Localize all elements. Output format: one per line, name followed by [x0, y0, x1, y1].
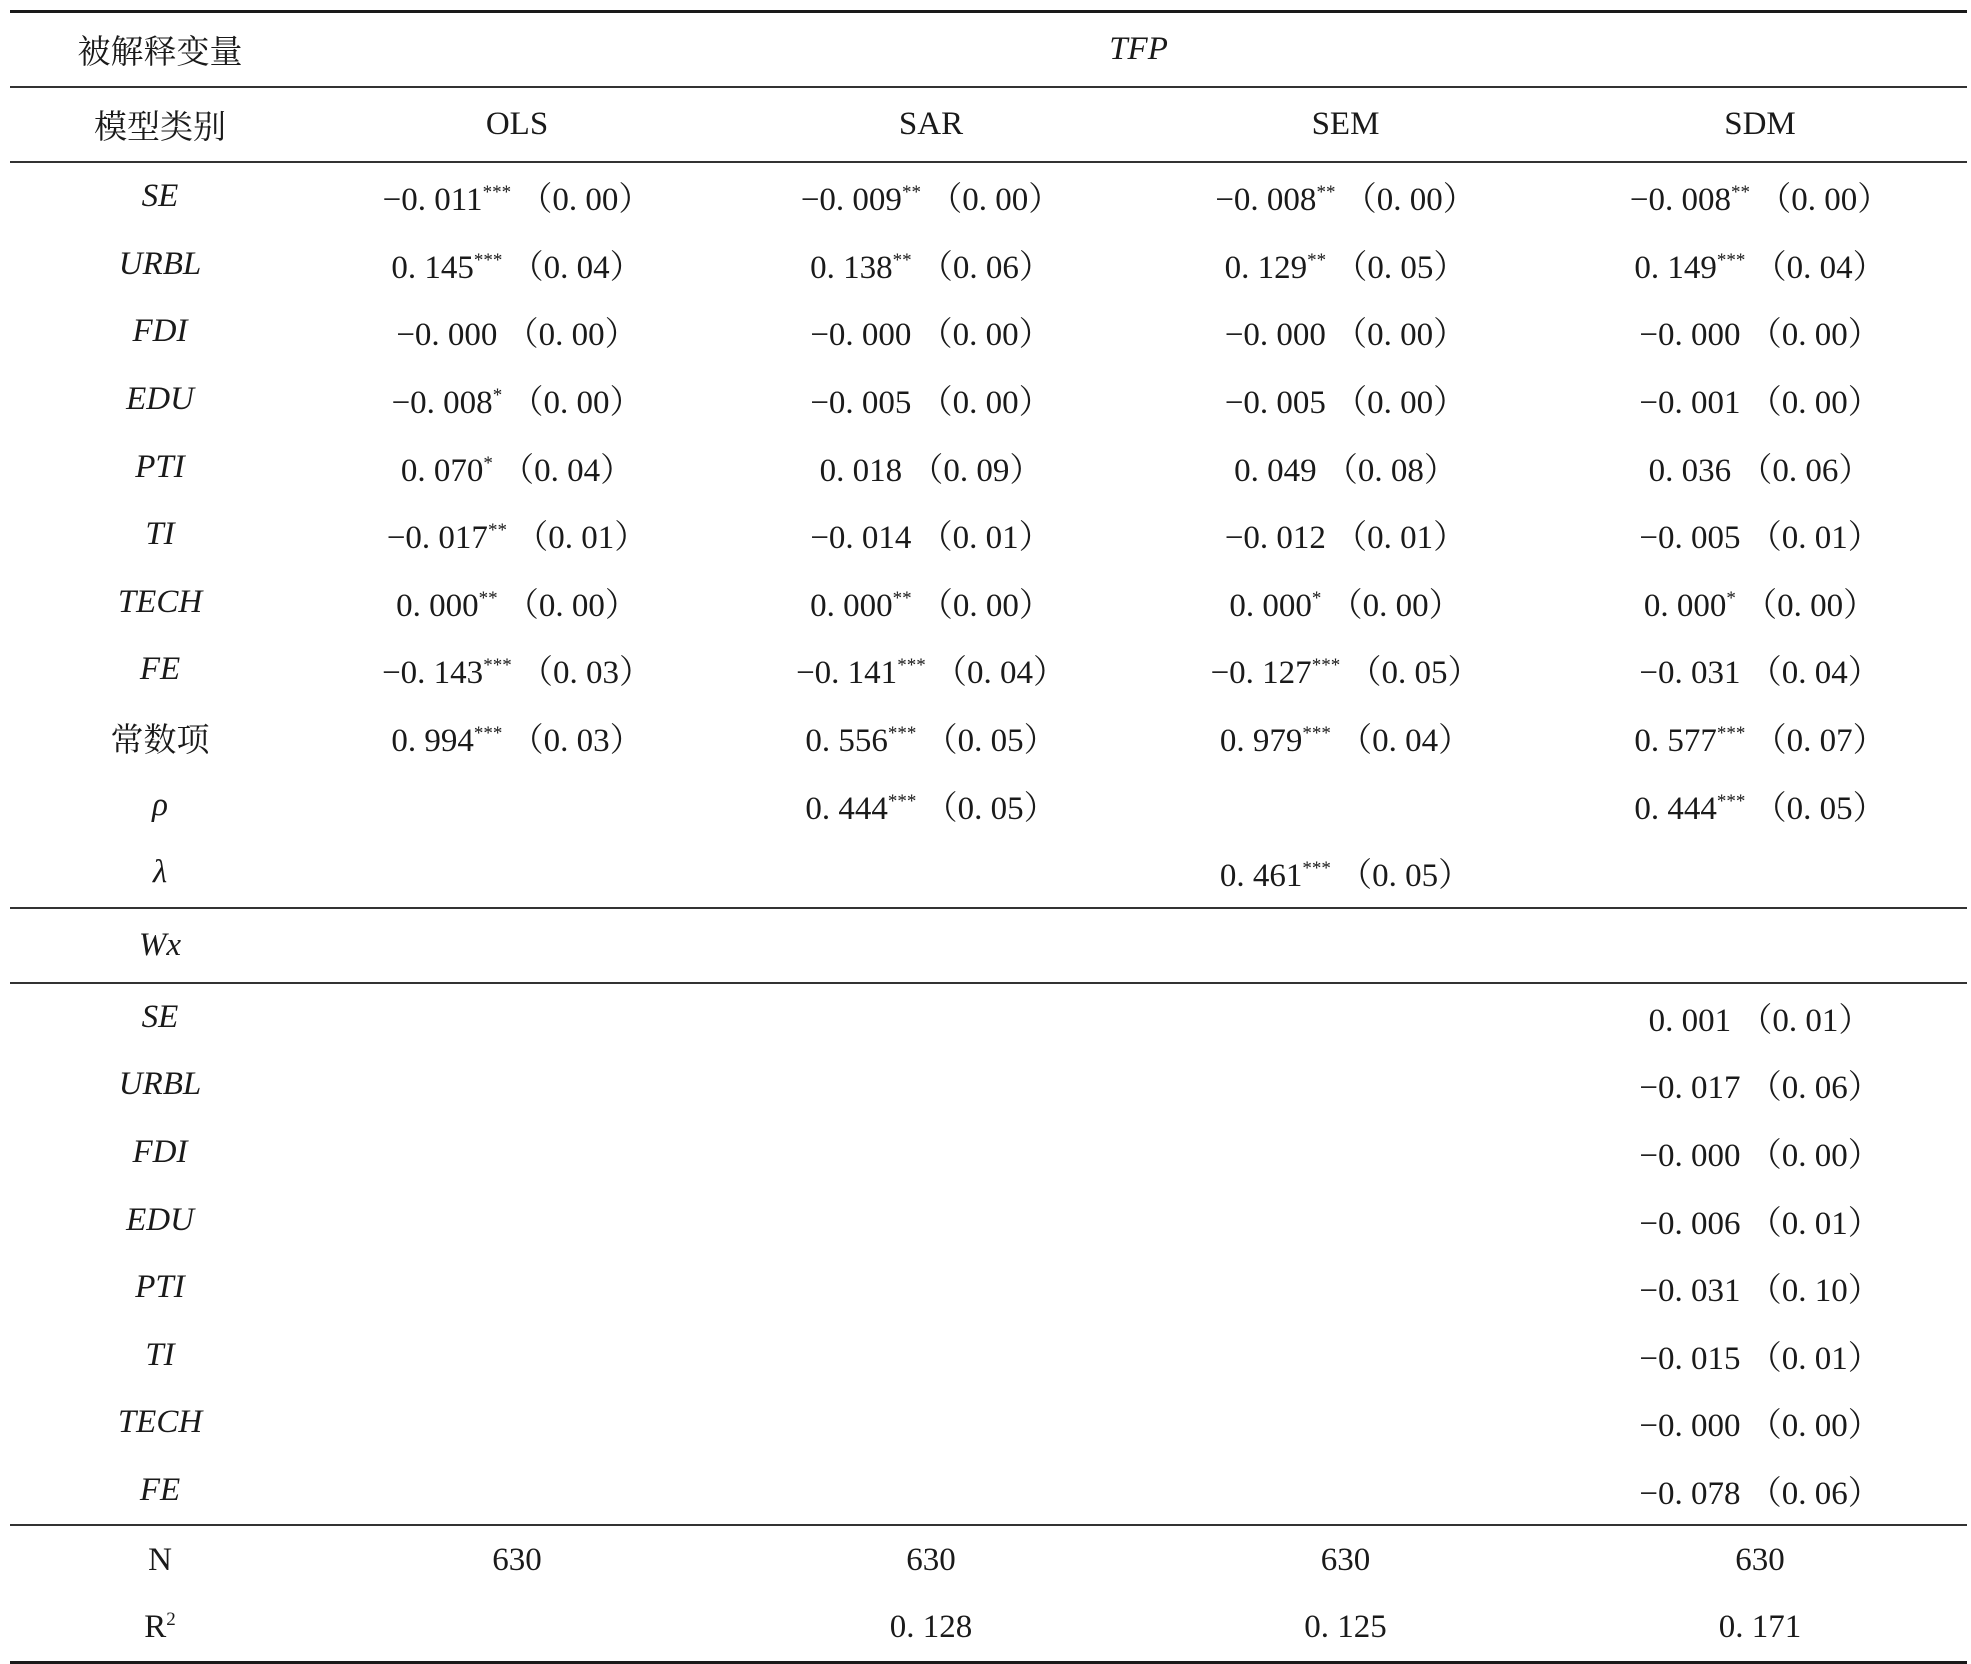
- model-header-ols: OLS: [310, 87, 724, 162]
- coefficient-cell-sdm: −0. 000 （0. 00）: [1639, 1408, 1881, 1445]
- variable-name: PTI: [135, 1269, 185, 1306]
- coefficient-cell-sdm: −0. 017 （0. 06）: [1639, 1070, 1881, 1107]
- coefficient-cell-sem: [1138, 771, 1553, 839]
- main-row: [10, 366, 1967, 434]
- coefficient-cell-sem: [1138, 1389, 1553, 1457]
- significance-stars: ***: [887, 723, 917, 745]
- variable-name: FE: [139, 1471, 181, 1508]
- coefficient-cell-sem: −0. 127*** （0. 05）: [1210, 655, 1481, 692]
- model-header-sar: SAR: [724, 87, 1138, 162]
- significance-stars: *: [483, 452, 493, 474]
- table-body: [10, 12, 1967, 1663]
- dependent-variable-row: [10, 12, 1967, 88]
- variable-name-r-squared: $R^2$: [10, 1594, 310, 1663]
- wx-row: [10, 1254, 1967, 1322]
- significance-stars: ***: [1716, 723, 1746, 745]
- coefficient-cell-ols: [310, 1457, 724, 1526]
- coefficient-cell-sdm: −0. 001 （0. 00）: [1639, 385, 1881, 422]
- coefficient-cell-sdm: 0. 000* （0. 00）: [1643, 587, 1877, 624]
- coefficient-cell-sar: 630: [724, 1525, 1138, 1594]
- coefficient-cell-sem: [1138, 1119, 1553, 1187]
- coefficient-cell-sar: 0. 556*** （0. 05）: [805, 723, 1057, 760]
- coefficient-cell-sem: [1138, 1051, 1553, 1119]
- variable-name: PTI: [135, 448, 185, 485]
- regression-table: [10, 10, 1967, 1664]
- significance-stars: **: [1316, 182, 1336, 204]
- coefficient-cell-sar: −0. 005 （0. 00）: [810, 385, 1052, 422]
- significance-stars: ***: [482, 182, 512, 204]
- coefficient-cell-ols: 630: [310, 1525, 724, 1594]
- wx-row: [10, 1457, 1967, 1526]
- coefficient-cell-sem: 0. 000* （0. 00）: [1229, 587, 1462, 624]
- variable-name: URBL: [118, 1066, 202, 1103]
- significance-stars: ***: [1302, 858, 1331, 880]
- coefficient-cell-ols: [310, 1051, 724, 1119]
- coefficient-cell-sem: 0. 979*** （0. 04）: [1219, 723, 1472, 760]
- main-row: [10, 569, 1967, 637]
- coefficient-cell-ols: [310, 1594, 724, 1663]
- wx-row: [10, 983, 1967, 1052]
- coefficient-cell-ols: −0. 143*** （0. 03）: [382, 655, 652, 692]
- coefficient-cell-sar: −0. 000 （0. 00）: [810, 317, 1052, 354]
- model-header-sem: SEM: [1138, 87, 1553, 162]
- significance-stars: ***: [483, 655, 512, 677]
- main-row: [10, 231, 1967, 299]
- main-row: [10, 704, 1967, 772]
- wx-section-label: Wx: [10, 908, 310, 983]
- coefficient-cell-ols: 0. 145*** （0. 04）: [391, 249, 643, 286]
- coefficient-cell-sdm: −0. 031 （0. 04）: [1639, 655, 1881, 692]
- coefficient-cell-sar: 0. 444*** （0. 05）: [805, 790, 1057, 827]
- dependent-variable-label: 被解释变量: [10, 12, 310, 88]
- model-header-row: [10, 87, 1967, 162]
- coefficient-cell-sdm: 630: [1553, 1525, 1967, 1594]
- stat-row: [10, 1594, 1967, 1663]
- coefficient-cell-sem: 0. 461*** （0. 05）: [1219, 858, 1472, 895]
- main-row: [10, 162, 1967, 231]
- significance-stars: ***: [473, 723, 503, 745]
- significance-stars: **: [892, 249, 912, 271]
- coefficient-cell-sdm: [1553, 839, 1967, 908]
- coefficient-cell-ols: −0. 011*** （0. 00）: [310, 162, 724, 231]
- coefficient-cell-sar: [724, 983, 1138, 1052]
- coefficient-cell-sdm: 0. 577*** （0. 07）: [1634, 723, 1886, 760]
- main-row: [10, 501, 1967, 569]
- coefficient-cell-sdm: 0. 444*** （0. 05）: [1634, 790, 1886, 827]
- stat-row: [10, 1525, 1967, 1594]
- variable-name: 常数项: [110, 723, 210, 760]
- coefficient-cell-sdm: −0. 000 （0. 00）: [1639, 1138, 1881, 1175]
- wx-row: [10, 1051, 1967, 1119]
- coefficient-cell-sem: [1138, 1254, 1553, 1322]
- coefficient-cell-ols: [310, 771, 724, 839]
- coefficient-cell-ols: 0. 994*** （0. 03）: [391, 723, 643, 760]
- significance-stars: ***: [473, 249, 503, 271]
- coefficient-cell-sdm: 0. 036 （0. 06）: [1648, 452, 1872, 489]
- dependent-variable-value: TFP: [310, 12, 1967, 88]
- significance-stars: **: [901, 182, 921, 204]
- coefficient-cell-sdm: −0. 000 （0. 00）: [1639, 317, 1881, 354]
- coefficient-cell-ols: [310, 1322, 724, 1390]
- wx-section-row: [10, 908, 1967, 983]
- significance-stars: **: [1730, 182, 1750, 204]
- coefficient-cell-sar: [724, 1322, 1138, 1390]
- main-row: [10, 636, 1967, 704]
- coefficient-cell-sdm: −0. 015 （0. 01）: [1639, 1340, 1881, 1377]
- variable-name: EDU: [126, 381, 194, 418]
- coefficient-cell-ols: [310, 1254, 724, 1322]
- coefficient-cell-sar: [724, 1457, 1138, 1526]
- main-row: [10, 433, 1967, 501]
- coefficient-cell-sem: [1138, 1186, 1553, 1254]
- significance-stars: **: [478, 587, 498, 609]
- coefficient-cell-ols: [310, 839, 724, 908]
- significance-stars: ***: [1311, 655, 1341, 677]
- significance-stars: *: [1311, 587, 1322, 609]
- coefficient-cell-ols: [310, 1389, 724, 1457]
- variable-name: ρ: [152, 786, 168, 823]
- coefficient-cell-sdm: 0. 149*** （0. 04）: [1634, 249, 1886, 286]
- variable-name: TECH: [117, 1404, 203, 1441]
- significance-stars: **: [487, 520, 507, 542]
- superscript-two: 2: [166, 1609, 176, 1631]
- significance-stars: ***: [1716, 790, 1746, 812]
- variable-name: TI: [145, 516, 175, 553]
- wx-row: [10, 1322, 1967, 1390]
- coefficient-cell-sdm: −0. 031 （0. 10）: [1639, 1273, 1881, 1310]
- significance-stars: ***: [1302, 723, 1331, 745]
- coefficient-cell-sar: −0. 014 （0. 01）: [810, 520, 1052, 557]
- coefficient-cell-sar: [724, 839, 1138, 908]
- coefficient-cell-sem: 0. 049 （0. 08）: [1234, 452, 1457, 489]
- wx-row: [10, 1389, 1967, 1457]
- coefficient-cell-sar: 0. 018 （0. 09）: [819, 452, 1043, 489]
- coefficient-cell-sar: [724, 1119, 1138, 1187]
- variable-name: SE: [10, 983, 310, 1052]
- variable-name: EDU: [126, 1201, 194, 1238]
- variable-name: TI: [145, 1336, 175, 1373]
- significance-stars: **: [1307, 249, 1327, 271]
- wx-section-blank: [310, 908, 1967, 983]
- significance-stars: ***: [887, 790, 917, 812]
- main-row: [10, 839, 1967, 908]
- coefficient-cell-sdm: 0. 001 （0. 01）: [1553, 983, 1967, 1052]
- coefficient-cell-sar: −0. 141*** （0. 04）: [796, 655, 1066, 692]
- coefficient-cell-sdm: −0. 008** （0. 00）: [1553, 162, 1967, 231]
- coefficient-cell-ols: 0. 000** （0. 00）: [396, 587, 638, 624]
- coefficient-cell-ols: −0. 008* （0. 00）: [391, 385, 643, 422]
- coefficient-cell-sem: 0. 125: [1138, 1594, 1553, 1663]
- coefficient-cell-sar: [724, 1389, 1138, 1457]
- coefficient-cell-sdm: −0. 005 （0. 01）: [1639, 520, 1881, 557]
- coefficient-cell-sem: 0. 129** （0. 05）: [1224, 249, 1467, 286]
- coefficient-cell-ols: [310, 983, 724, 1052]
- variable-name: λ: [152, 854, 168, 891]
- coefficient-cell-sem: −0. 008** （0. 00）: [1138, 162, 1553, 231]
- coefficient-cell-sar: 0. 000** （0. 00）: [810, 587, 1052, 624]
- coefficient-cell-ols: 0. 070* （0. 04）: [400, 452, 634, 489]
- variable-name: FE: [139, 651, 181, 688]
- coefficient-cell-ols: −0. 000 （0. 00）: [396, 317, 638, 354]
- wx-row: [10, 1186, 1967, 1254]
- coefficient-cell-sdm: 0. 171: [1553, 1594, 1967, 1663]
- main-row: [10, 298, 1967, 366]
- coefficient-cell-sdm: −0. 006 （0. 01）: [1639, 1205, 1881, 1242]
- significance-stars: ***: [1716, 249, 1746, 271]
- coefficient-cell-sar: [724, 1254, 1138, 1322]
- variable-name: SE: [10, 162, 310, 231]
- significance-stars: ***: [897, 655, 926, 677]
- variable-name: TECH: [117, 583, 203, 620]
- coefficient-cell-sem: −0. 005 （0. 00）: [1224, 385, 1467, 422]
- coefficient-cell-sem: 630: [1138, 1525, 1553, 1594]
- coefficient-cell-ols: [310, 1186, 724, 1254]
- variable-name: FDI: [132, 1134, 188, 1171]
- wx-row: [10, 1119, 1967, 1187]
- coefficient-cell-sar: −0. 009** （0. 00）: [724, 162, 1138, 231]
- variable-name: FDI: [132, 313, 188, 350]
- significance-stars: *: [1726, 587, 1736, 609]
- coefficient-cell-sem: −0. 012 （0. 01）: [1224, 520, 1467, 557]
- coefficient-cell-ols: −0. 017** （0. 01）: [386, 520, 648, 557]
- coefficient-cell-sar: 0. 138** （0. 06）: [810, 249, 1052, 286]
- significance-stars: *: [492, 385, 503, 407]
- variable-name: URBL: [118, 245, 202, 282]
- coefficient-cell-sem: −0. 000 （0. 00）: [1224, 317, 1467, 354]
- coefficient-cell-sem: [1138, 983, 1553, 1052]
- significance-stars: **: [892, 587, 912, 609]
- coefficient-cell-sdm: −0. 078 （0. 06）: [1639, 1475, 1881, 1512]
- coefficient-cell-sar: 0. 128: [724, 1594, 1138, 1663]
- coefficient-cell-sem: [1138, 1457, 1553, 1526]
- model-label: 模型类别: [10, 87, 310, 162]
- model-header-sdm: SDM: [1553, 87, 1967, 162]
- coefficient-cell-sar: [724, 1186, 1138, 1254]
- coefficient-cell-sar: [724, 1051, 1138, 1119]
- coefficient-cell-sem: [1138, 1322, 1553, 1390]
- variable-name: N: [10, 1525, 310, 1594]
- main-row: [10, 771, 1967, 839]
- coefficient-cell-ols: [310, 1119, 724, 1187]
